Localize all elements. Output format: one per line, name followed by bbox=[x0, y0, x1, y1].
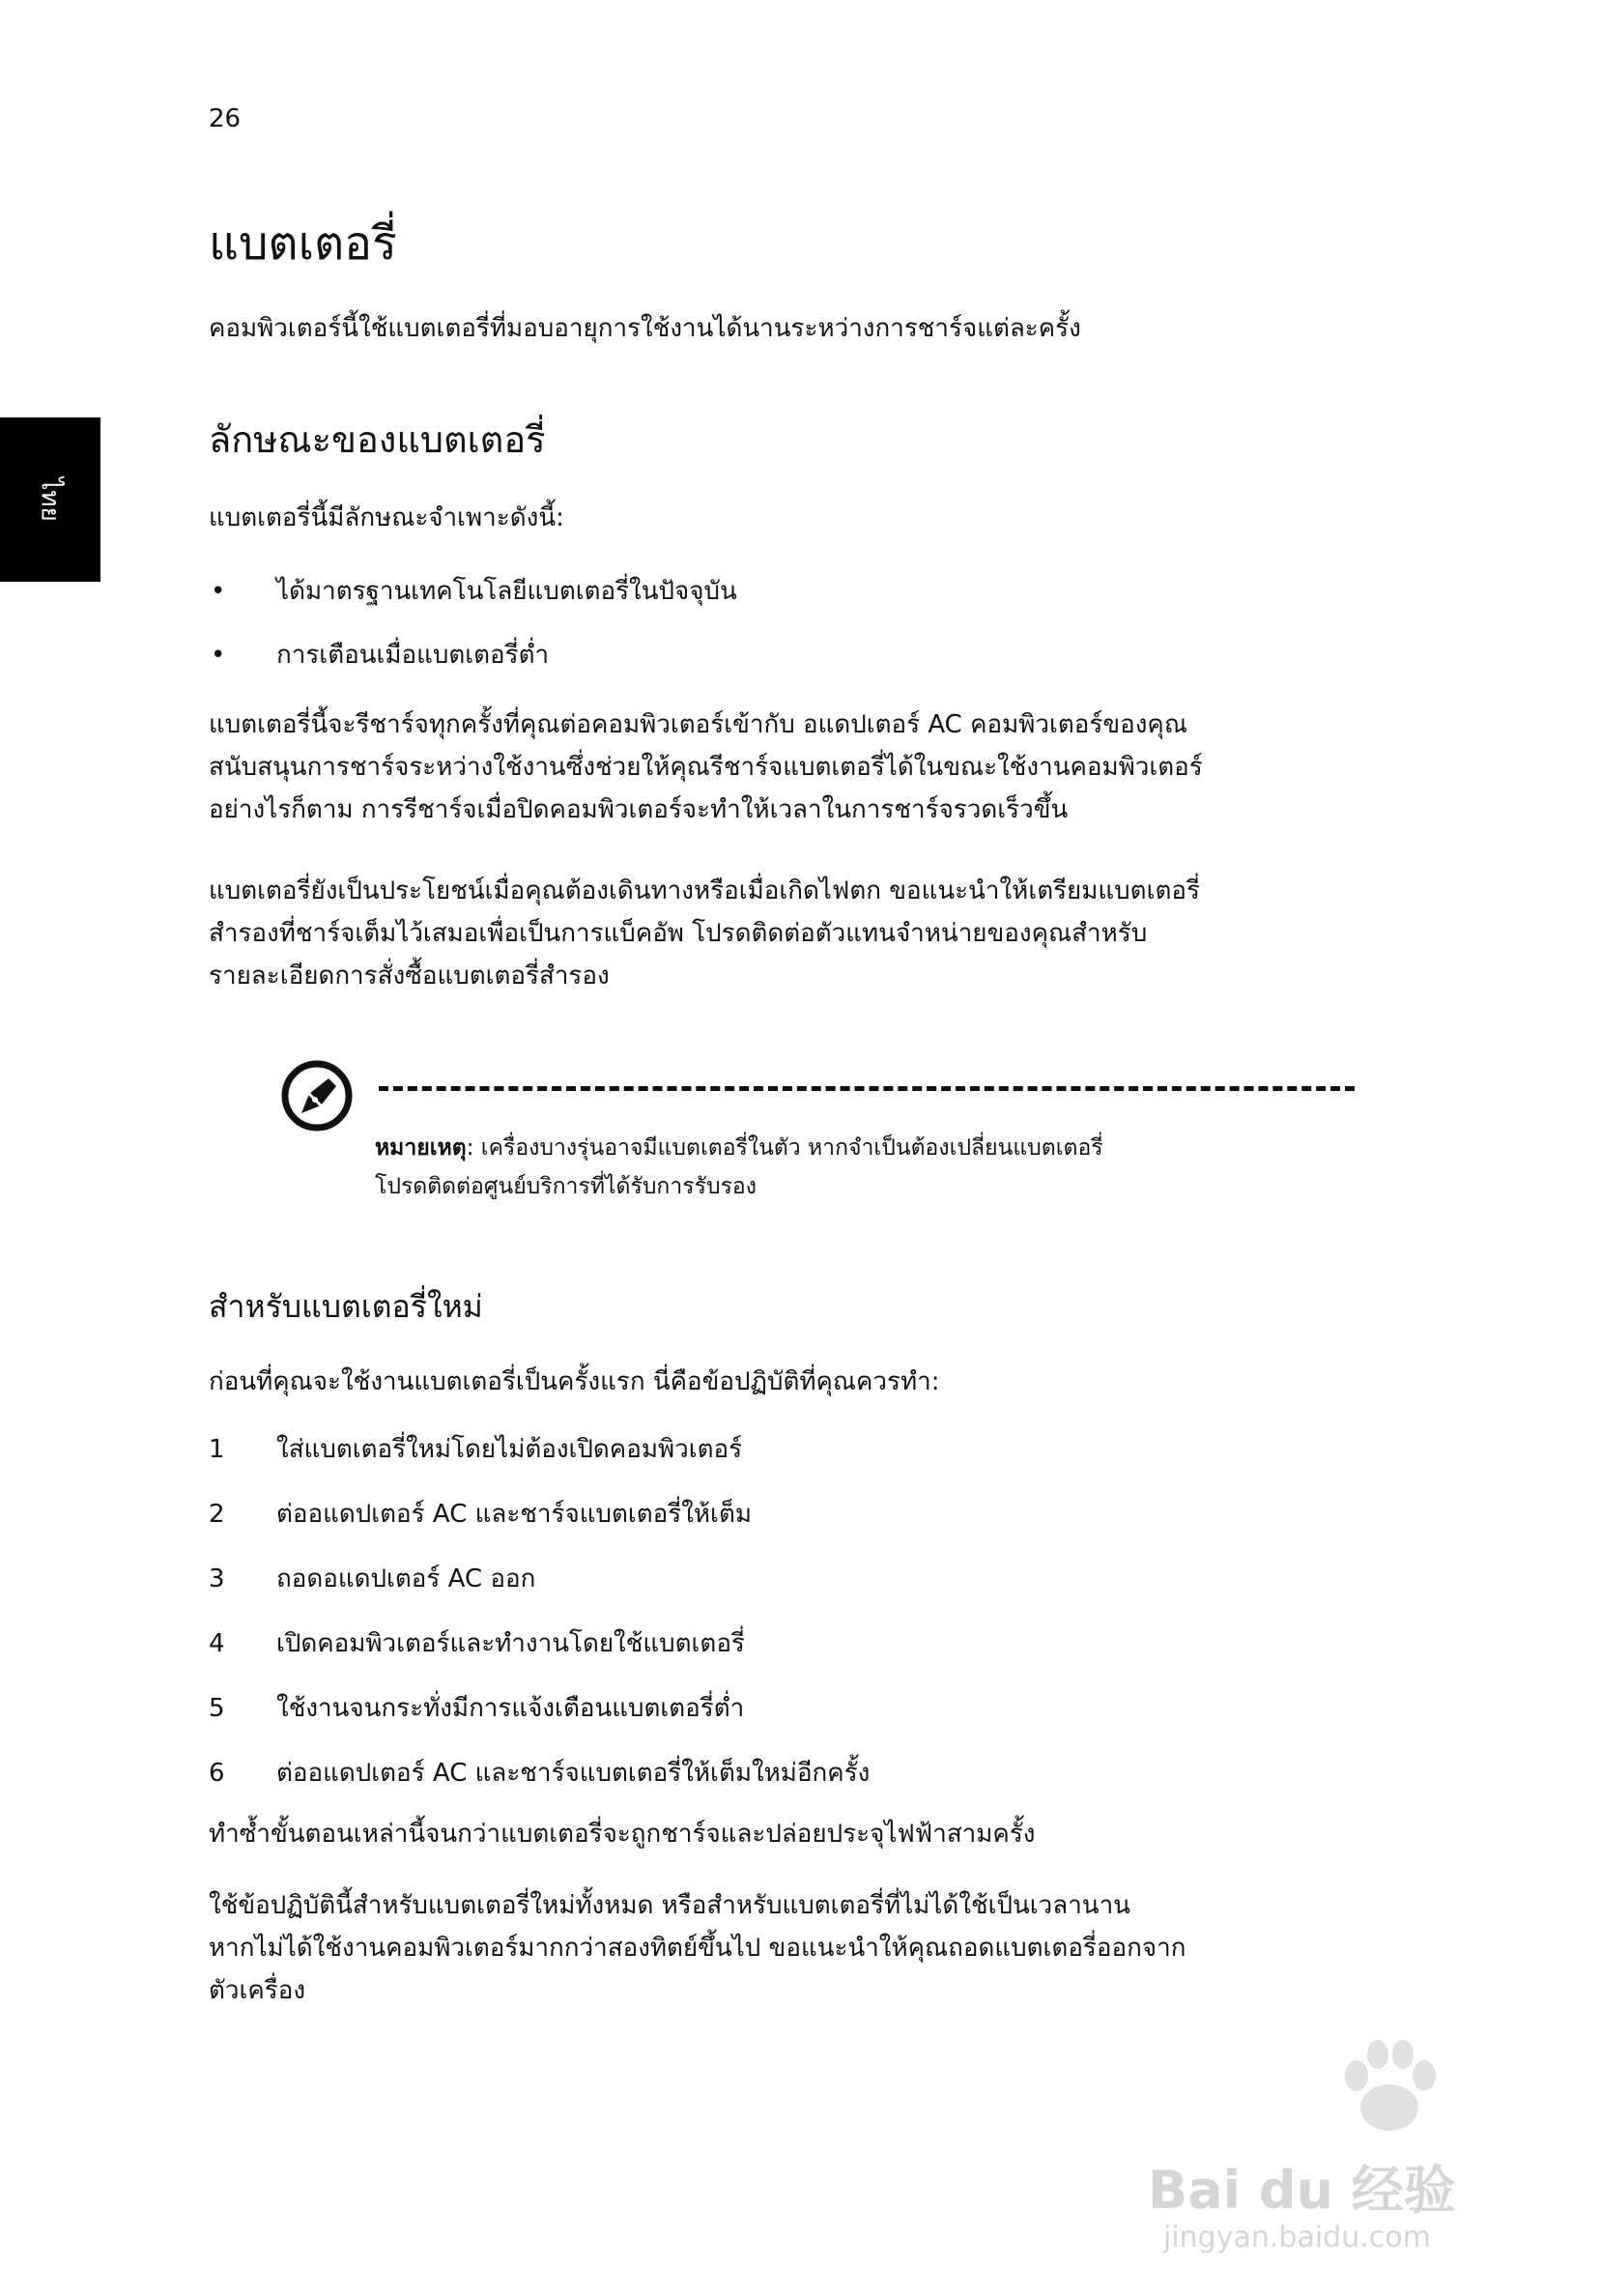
baidu-watermark bbox=[1148, 2035, 1496, 2257]
section-heading-new-battery: สำหรับแบตเตอรี่ใหม่ bbox=[209, 1288, 483, 1325]
closing-paragraph: ใช้ข้อปฏิบัตินี้สำหรับแบตเตอรี่ใหม่ทั้งหมด หรือสำหรับแบตเตอรี่ที่ไม่ได้ใช้เป็นเวลานาน หากไม่ได้ใช้งานคอมพิวเตอร์มากกว่าสองทิตย์ขึ้นไป ขอแนะนำให้คุณถอดแบตเตอรี่ออกจาก ตัวเครื่อง bbox=[209, 1891, 1186, 2005]
note-text: หมายเหตุ: เครื่องบางรุ่นอาจมีแบตเตอรี่ในตัว หากจำเป็นต้องเปลี่ยนแบตเตอรี่ โปรดติดต่อศูนย์บริการที่ได้รับการรับรอง bbox=[375, 1135, 1103, 1199]
spare-battery-paragraph: แบตเตอรี่ยังเป็นประโยชน์เมื่อคุณต้องเดินทางหรือเมื่อเกิดไฟตก ขอแนะนำให้เตรียมแบตเตอรี่ สำรองที่ชาร์จเต็มไว้เสมอเพื่อเป็นการแบ็คอัพ โปรดติดต่อตัวแทนจำหน่ายของคุณสำหรับ รายละเอียดการสั่งซื้อแบตเตอรี่สำรอง bbox=[209, 876, 1200, 990]
page-title: แบตเตอรี่ bbox=[209, 216, 397, 271]
section-heading-characteristics: ลักษณะของแบตเตอรี่ bbox=[209, 418, 546, 461]
watermark-url: jingyan.baidu.com bbox=[1163, 2221, 1431, 2254]
page-number: 26 bbox=[209, 104, 242, 133]
note-label: หมายเหตุ bbox=[375, 1135, 467, 1161]
paw-icon bbox=[1331, 2035, 1447, 2141]
intro-paragraph: คอมพิวเตอร์นี้ใช้แบตเตอรี่ที่มอบอายุการใช้งานได้นานระหว่างการชาร์จแต่ละครั้ง bbox=[209, 314, 1081, 343]
bullet-icon: • bbox=[211, 577, 226, 606]
language-side-tab-label: ไทย bbox=[35, 477, 65, 522]
note-divider bbox=[379, 1086, 1355, 1091]
new-battery-lead: ก่อนที่คุณจะใช้งานแบตเตอรี่เป็นครั้งแรก นี่คือข้อปฏิบัติที่คุณควรทำ: bbox=[209, 1367, 940, 1396]
watermark-brand: Bai du 经验 bbox=[1148, 2160, 1456, 2221]
repeat-instruction: ทำซ้ำขั้นตอนเหล่านี้จนกว่าแบตเตอรี่จะถูกชาร์จและปล่อยประจุไฟฟ้าสามครั้ง bbox=[209, 1820, 1036, 1849]
language-side-tab bbox=[0, 417, 100, 582]
characteristics-lead: แบตเตอรี่นี้มีลักษณะจำเพาะดังนี้: bbox=[209, 503, 564, 532]
note-pen-icon bbox=[280, 1059, 354, 1133]
recharge-paragraph: แบตเตอรี่นี้จะรีชาร์จทุกครั้งที่คุณต่อคอมพิวเตอร์เข้ากับ อแดปเตอร์ AC คอมพิวเตอร์ของคุณ สนับสนุนการชาร์จระหว่างใช้งานซึ่งช่วยให้คุณรีชาร์จแบตเตอรี่ได้ในขณะใช้งานคอมพิวเตอร์ อย่างไรก็ตาม การรีชาร์จเมื่อปิดคอมพิวเตอร์จะทำให้เวลาในการชาร์จรวดเร็วขึ้น bbox=[209, 710, 1203, 824]
bullet-icon: • bbox=[211, 641, 226, 670]
